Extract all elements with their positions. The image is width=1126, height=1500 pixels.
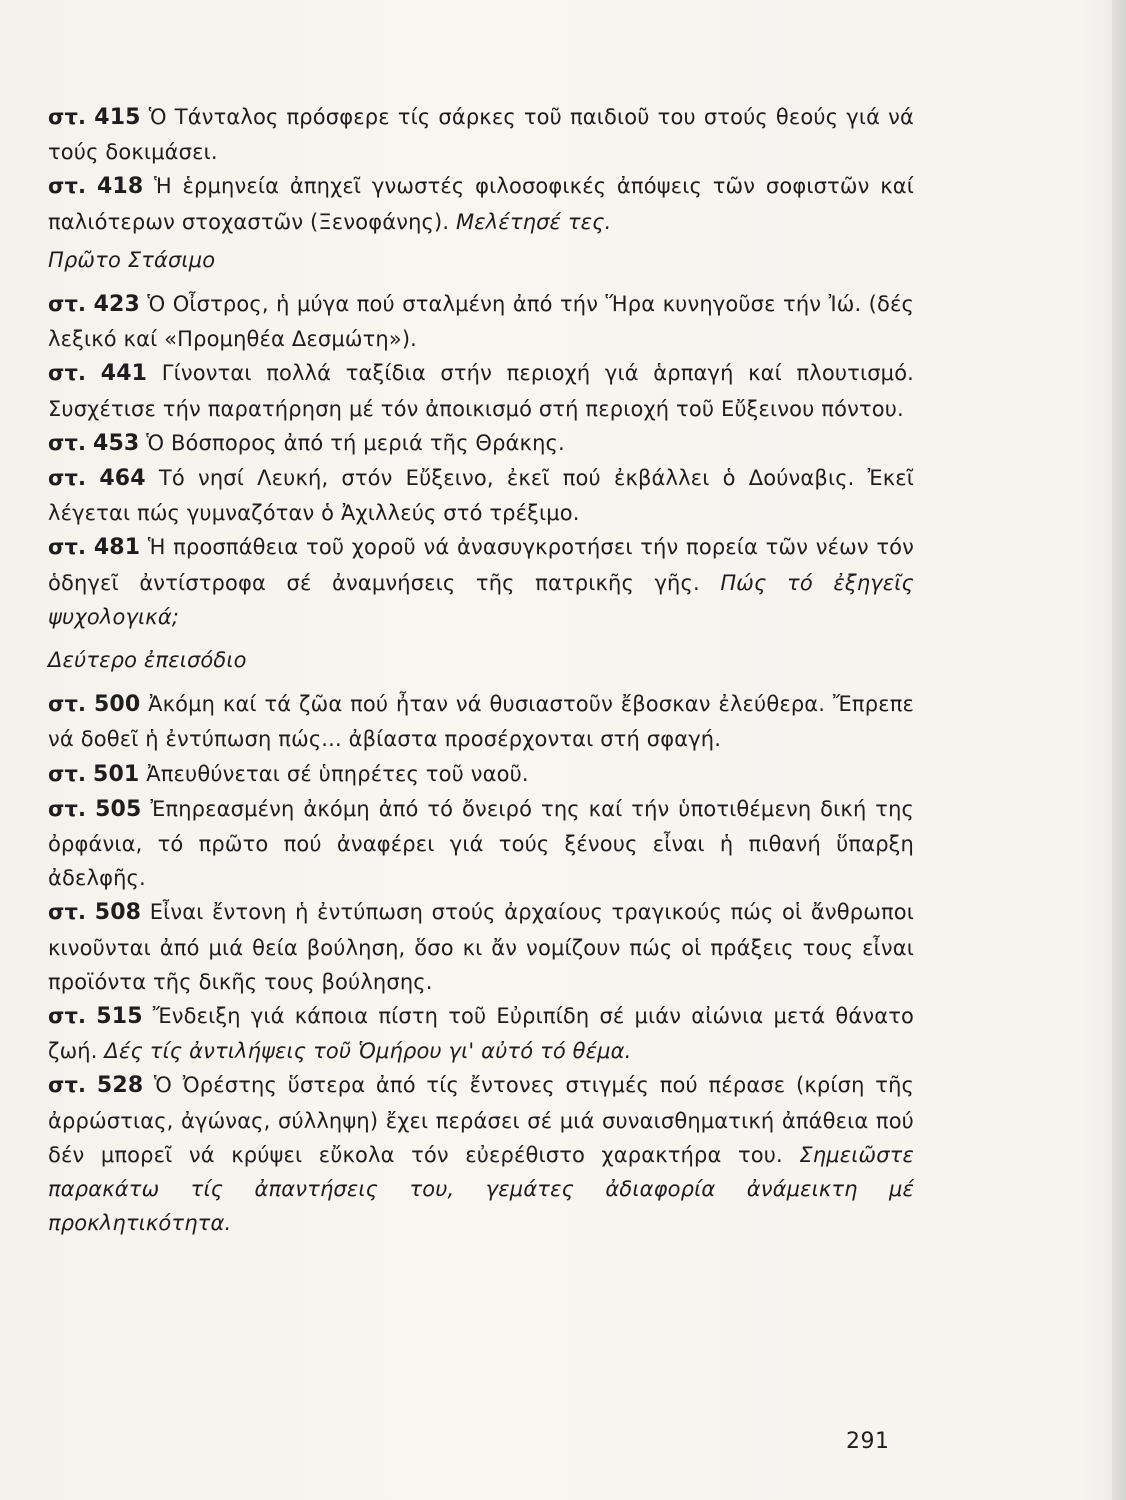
entry-label: στ.: [48, 174, 87, 199]
entry-label: στ.: [48, 105, 87, 129]
entry-italic-remark: Πώς τό ἐξηγεῖς ψυχολογικά;: [48, 570, 914, 629]
entry-text: Εἶναι ἔντονη ἡ ἐντύπωση στούς ἀρχαίους τραγικούς πώς οἱ ἄνθρωποι κινοῦνται ἀπό μιά θεία βούληση, ὅσο κι ἄν νομίζουν πώς οἱ πράξεις τους εἶναι προϊόντα τῆς δικῆς τους βούλησης.: [48, 900, 914, 994]
entry-text: Ὁ Βόσπορος ἀπό τή μεριά τῆς Θράκης.: [146, 430, 565, 455]
entry-verse-number: 505: [95, 796, 142, 822]
entry-italic-remark: Δές τίς ἀντιλήψεις τοῦ Ὁμήρου γι' αὐτό τό θέμα.: [104, 1039, 632, 1064]
note-entry: [48, 356, 914, 425]
entry-label: στ.: [48, 292, 87, 317]
entry-italic-remark: Σημειῶστε παρακάτω τίς ἀπαντήσεις του, γεμάτες ἀδιαφορία ἀνάμεικτη μέ προκλητικότητα.: [48, 1142, 914, 1236]
note-entry: [48, 530, 914, 634]
note-entry: [48, 757, 914, 792]
page-number: 291: [846, 1429, 890, 1454]
note-entry: [48, 999, 914, 1068]
entry-text: Ἀκόμη καί τά ζῶα πού ἦταν νά θυσιαστοῦν ἔβοσκαν ἐλεύθερα. Ἔπρεπε νά δοθεῖ ἡ ἐντύπωση πώς... ἀβίαστα προσέρχονται στή σφαγή.: [48, 692, 914, 752]
entry-text: Ἔνδειξη γιά κάποια πίστη τοῦ Εὐριπίδη σέ μιάν αἰώνια μετά θάνατο ζωή.: [48, 1004, 914, 1064]
entry-text: Ἀπευθύνεται σέ ὑπηρέτες τοῦ ναοῦ.: [146, 761, 529, 786]
note-entry: [48, 461, 914, 530]
entry-verse-number: 464: [99, 466, 146, 492]
entry-verse-number: 481: [93, 535, 141, 561]
entry-label: στ.: [48, 796, 87, 821]
entry-label: στ.: [48, 900, 87, 925]
entry-verse-number: 418: [96, 174, 144, 200]
page-text: [48, 100, 914, 1241]
entry-verse-number: 441: [100, 361, 148, 387]
entry-verse-number: 508: [94, 900, 142, 926]
entry-text: Ὁ Ὀρέστης ὕστερα ἀπό τίς ἔντονες στιγμές πού πέρασε (κρίση τῆς ἀρρώστιας, ἀγώνας, σύλληψη) ἔχει περάσει σέ μιά συναισθηματική ἀπάθεια πού δέν μπορεῖ νά κρύψει εὔκολα τόν εὐερέθιστο χαρακτήρα του.: [48, 1073, 914, 1167]
note-entry: [48, 687, 914, 756]
entry-text: Ὁ Τάνταλος πρόσφερε τίς σάρκες τοῦ παιδιοῦ του στούς θεούς γιά νά τούς δοκιμάσει.: [48, 105, 915, 165]
entry-label: στ.: [48, 430, 87, 455]
entry-text: Ὁ Οἶστρος, ἡ μύγα πού σταλμένη ἀπό τήν Ἥρα κυνηγοῦσε τήν Ἰώ. (δές λεξικό καί «Προμηθέα Δεσμώτη»).: [48, 292, 914, 352]
entry-label: στ.: [48, 535, 87, 560]
entry-verse-number: 500: [93, 692, 141, 718]
entry-label: στ.: [48, 1073, 87, 1098]
entry-verse-number: 501: [93, 761, 140, 787]
note-entry: [48, 792, 914, 896]
note-entry: [48, 169, 914, 238]
entry-text: Γίνονται πολλά ταξίδια στήν περιοχή γιά ἁρπαγή καί πλουτισμό. Συσχέτισε τήν παρατήρηση μέ τόν ἀποικισμό στή περιοχή τοῦ Εὔξεινου πόντου.: [48, 361, 915, 421]
page-edge-shadow: [1112, 0, 1126, 1500]
entry-verse-number: 515: [96, 1004, 143, 1030]
entry-text: Ἐπηρεασμένη ἀκόμη ἀπό τό ὄνειρό της καί τήν ὑποτιθέμενη δική της ὀρφάνια, τό πρῶτο πού ἀναφέρει γιά τούς ξένους εἶναι ἡ πιθανή ὕπαρξη ἀδελφῆς.: [48, 796, 915, 891]
entry-verse-number: 528: [96, 1073, 144, 1099]
entry-verse-number: 415: [94, 105, 141, 130]
entry-text: Τό νησί Λευκή, στόν Εὔξεινο, ἐκεῖ πού ἐκβάλλει ὁ Δούναβις. Ἐκεῖ λέγεται πώς γυμναζόταν ὁ Ἀχιλλεύς στό τρέξιμο.: [48, 466, 915, 526]
note-entry: [48, 426, 914, 461]
note-entry: [48, 1068, 914, 1240]
entry-verse-number: 453: [93, 430, 140, 456]
note-entry: [48, 895, 914, 999]
entry-label: στ.: [48, 1004, 87, 1029]
section-heading: Δεύτερο ἐπεισόδιο: [48, 648, 247, 673]
entry-italic-remark: Μελέτησέ τες.: [456, 209, 612, 234]
entry-text: Ἡ προσπάθεια τοῦ χοροῦ νά ἀνασυγκροτήσει τήν πορεία τῶν νέων τόν ὁδηγεῖ ἀντίστροφα σέ ἀναμνήσεις τῆς πατρικῆς γῆς.: [48, 535, 915, 595]
entry-label: στ.: [48, 361, 87, 386]
entry-text: Ἡ ἑρμηνεία ἀπηχεῖ γνωστές φιλοσοφικές ἀπόψεις τῶν σοφιστῶν καί παλιότερων στοχαστῶν (Ξενοφάνης).: [48, 174, 914, 234]
note-entry: [48, 287, 914, 356]
note-entry: [48, 100, 914, 169]
entry-label: στ.: [48, 761, 87, 786]
entry-label: στ.: [48, 692, 87, 717]
section-heading: Πρῶτο Στάσιμο: [48, 247, 216, 272]
entry-label: στ.: [48, 466, 87, 491]
entry-verse-number: 423: [93, 292, 140, 318]
